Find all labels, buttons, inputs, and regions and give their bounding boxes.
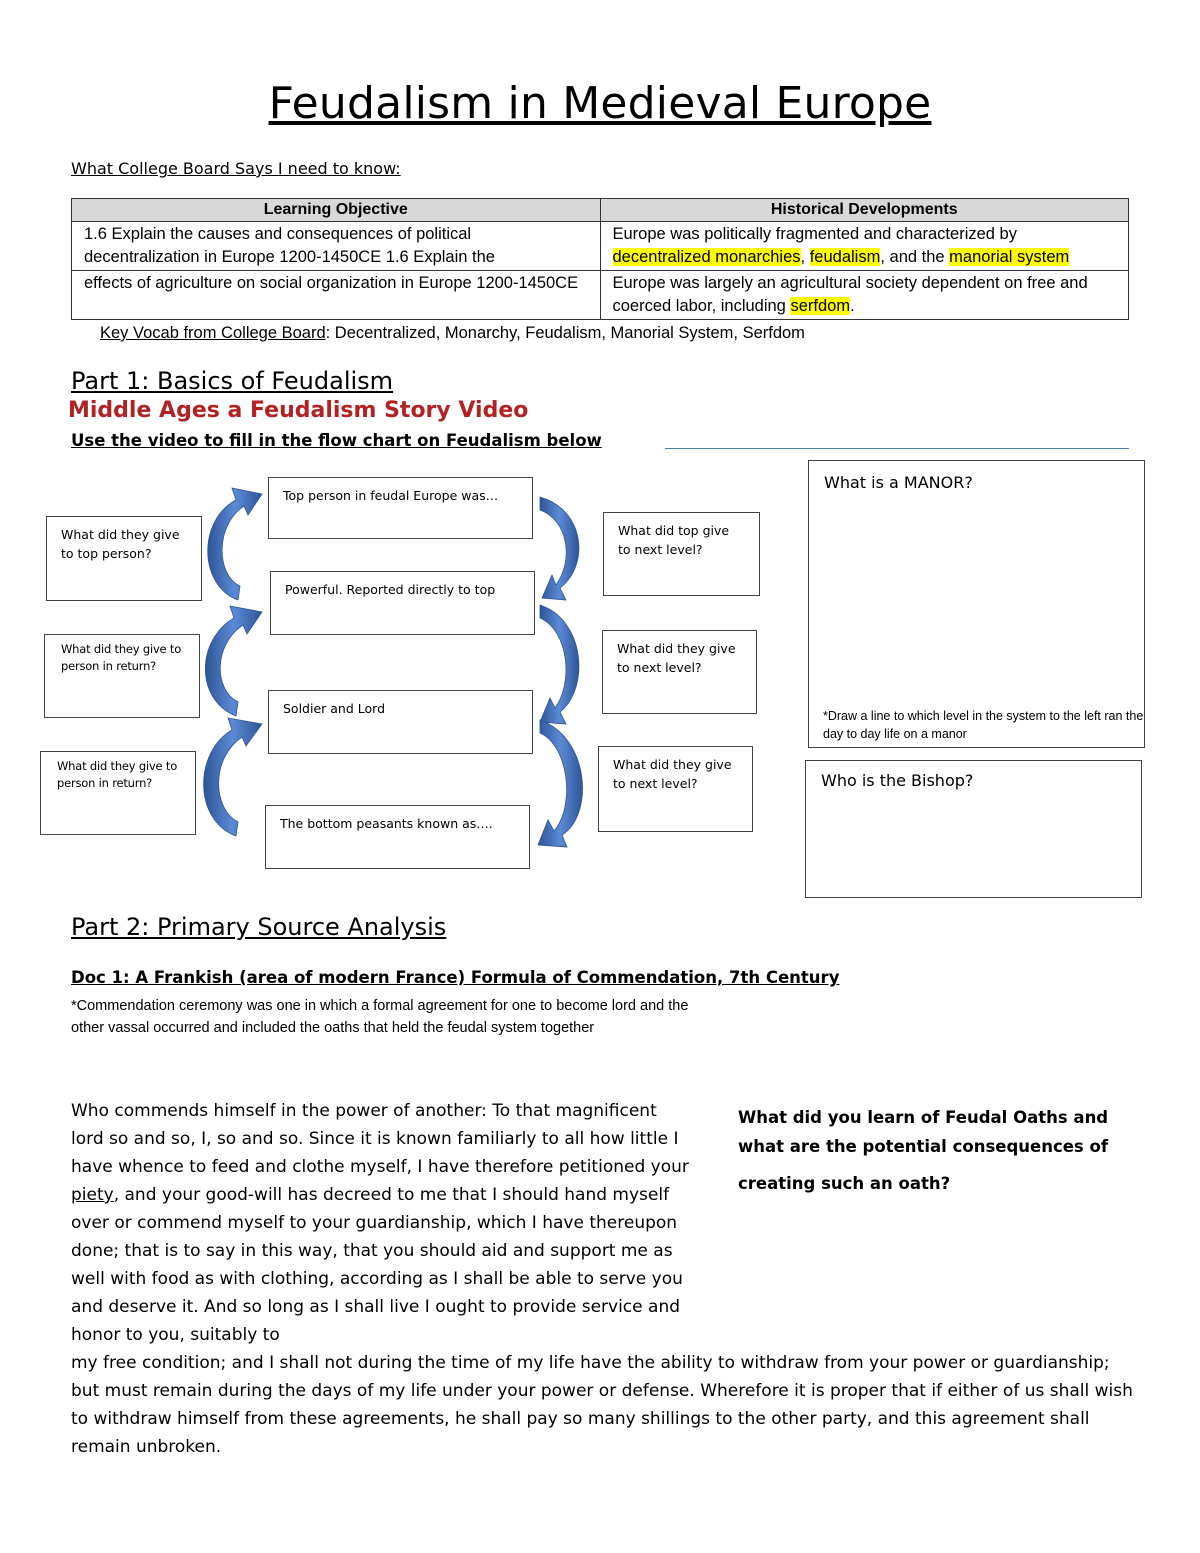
arrow-right-3 <box>538 720 583 847</box>
part2-heading: Part 2: Primary Source Analysis <box>71 913 447 941</box>
passage-narrow <box>71 1097 691 1349</box>
table-cell-objective: effects of agriculture on social organization in Europe 1200-1450CE <box>72 271 601 320</box>
highlight-term: decentralized monarchies <box>612 248 801 266</box>
passage-piety: piety <box>71 1185 114 1205</box>
manor-note: *Draw a line to which level in the system to the left ran the day to day life on a manor <box>823 709 1144 741</box>
bishop-question: Who is the Bishop? <box>821 771 974 790</box>
question-text: What did you learn of Feudal Oaths and what are the potential consequences of <box>738 1108 1109 1156</box>
arrow-left-3 <box>204 718 262 836</box>
manor-question: What is a MANOR? <box>824 473 973 492</box>
video-title: Middle Ages a Feudalism Story Video <box>68 398 529 423</box>
flow-box-left-1: What did they give to top person? <box>46 516 202 601</box>
key-vocab-text: : Decentralized, Monarchy, Feudalism, Manorial System, Serfdom <box>325 324 805 342</box>
arrow-right-2 <box>540 605 579 724</box>
dev-text: Europe was largely an agricultural society dependent on free and coerced labor, including <box>612 274 1088 315</box>
flow-box-top-person: Top person in feudal Europe was… <box>268 477 533 539</box>
dev-text: , and the <box>880 248 945 266</box>
flow-box-right-2: What did they give to next level? <box>602 630 757 714</box>
table-cell-objective: 1.6 Explain the causes and consequences of political decentralization in Europe 1200-1450CE 1.6 Explain the <box>72 222 601 271</box>
flow-box-left-2: What did they give to person in return? <box>44 634 200 718</box>
manor-answer-box[interactable] <box>808 460 1145 748</box>
arrow-left-2 <box>205 606 262 716</box>
highlight-term: serfdom <box>790 297 851 315</box>
arrow-right-1 <box>540 497 579 600</box>
highlight-term: manorial system <box>949 248 1070 266</box>
part1-heading: Part 1: Basics of Feudalism <box>71 367 394 395</box>
page-title: Feudalism in Medieval Europe <box>268 78 932 129</box>
flow-box-left-3: What did they give to person in return? <box>40 751 196 835</box>
flow-box-soldier-lord: Soldier and Lord <box>268 690 533 754</box>
college-board-heading: What College Board Says I need to know: <box>71 159 401 178</box>
table-header-objective: Learning Objective <box>72 199 601 222</box>
passage-text: my free condition; and I shall not during the time of my life have the ability to withdraw from your power or guardianship; but must remain during the days of my life under your power or defense. Wherefore it is proper that if either of us shall wish to withdraw himself from these agreements, he shall pay so many shillings to the other party, and this agreement shall remain unbroken. <box>71 1353 1133 1457</box>
dev-text: , <box>800 248 806 266</box>
flow-box-peasants: The bottom peasants known as…. <box>265 805 530 869</box>
dev-text: . <box>850 297 855 315</box>
doc1-note: *Commendation ceremony was one in which a formal agreement for one to become lord and the other vassal occurred and included the oaths that held the feudal system together <box>71 998 689 1036</box>
question-text: creating such an oath? <box>738 1174 951 1193</box>
highlight-term: feudalism <box>809 248 881 266</box>
flow-box-right-3: What did they give to next level? <box>598 746 753 832</box>
dev-text: Europe was politically fragmented and characterized by <box>612 225 1017 243</box>
flow-box-right-1: What did top give to next level? <box>603 512 760 596</box>
bishop-answer-box[interactable] <box>805 760 1142 898</box>
passage-text: , and your good-will has decreed to me that I should hand myself over or commend myself to your guardianship, which I have thereupon done; that is to say in this way, that you should aid and support me as well with food as with clothing, according as I shall be able to serve you and deserve it. And so long as I shall live I ought to provide service and honor to you, suitably to <box>71 1185 683 1345</box>
flow-box-powerful: Powerful. Reported directly to top <box>270 571 535 635</box>
key-vocab-label: Key Vocab from College Board <box>100 324 326 342</box>
arrow-left-1 <box>208 488 262 600</box>
passage-text: Who commends himself in the power of another: To that magnificent lord so and so, I, so and so. Since it is known familiarly to all how little I have whence to feed and clothe myself, I have therefore petitioned your <box>71 1101 689 1177</box>
analysis-question <box>738 1103 1128 1198</box>
doc1-title: Doc 1: A Frankish (area of modern France) Formula of Commendation, 7th Century <box>71 968 840 987</box>
table-header-developments: Historical Developments <box>600 199 1129 222</box>
flowchart-instruction: Use the video to fill in the flow chart on Feudalism below <box>71 431 602 450</box>
